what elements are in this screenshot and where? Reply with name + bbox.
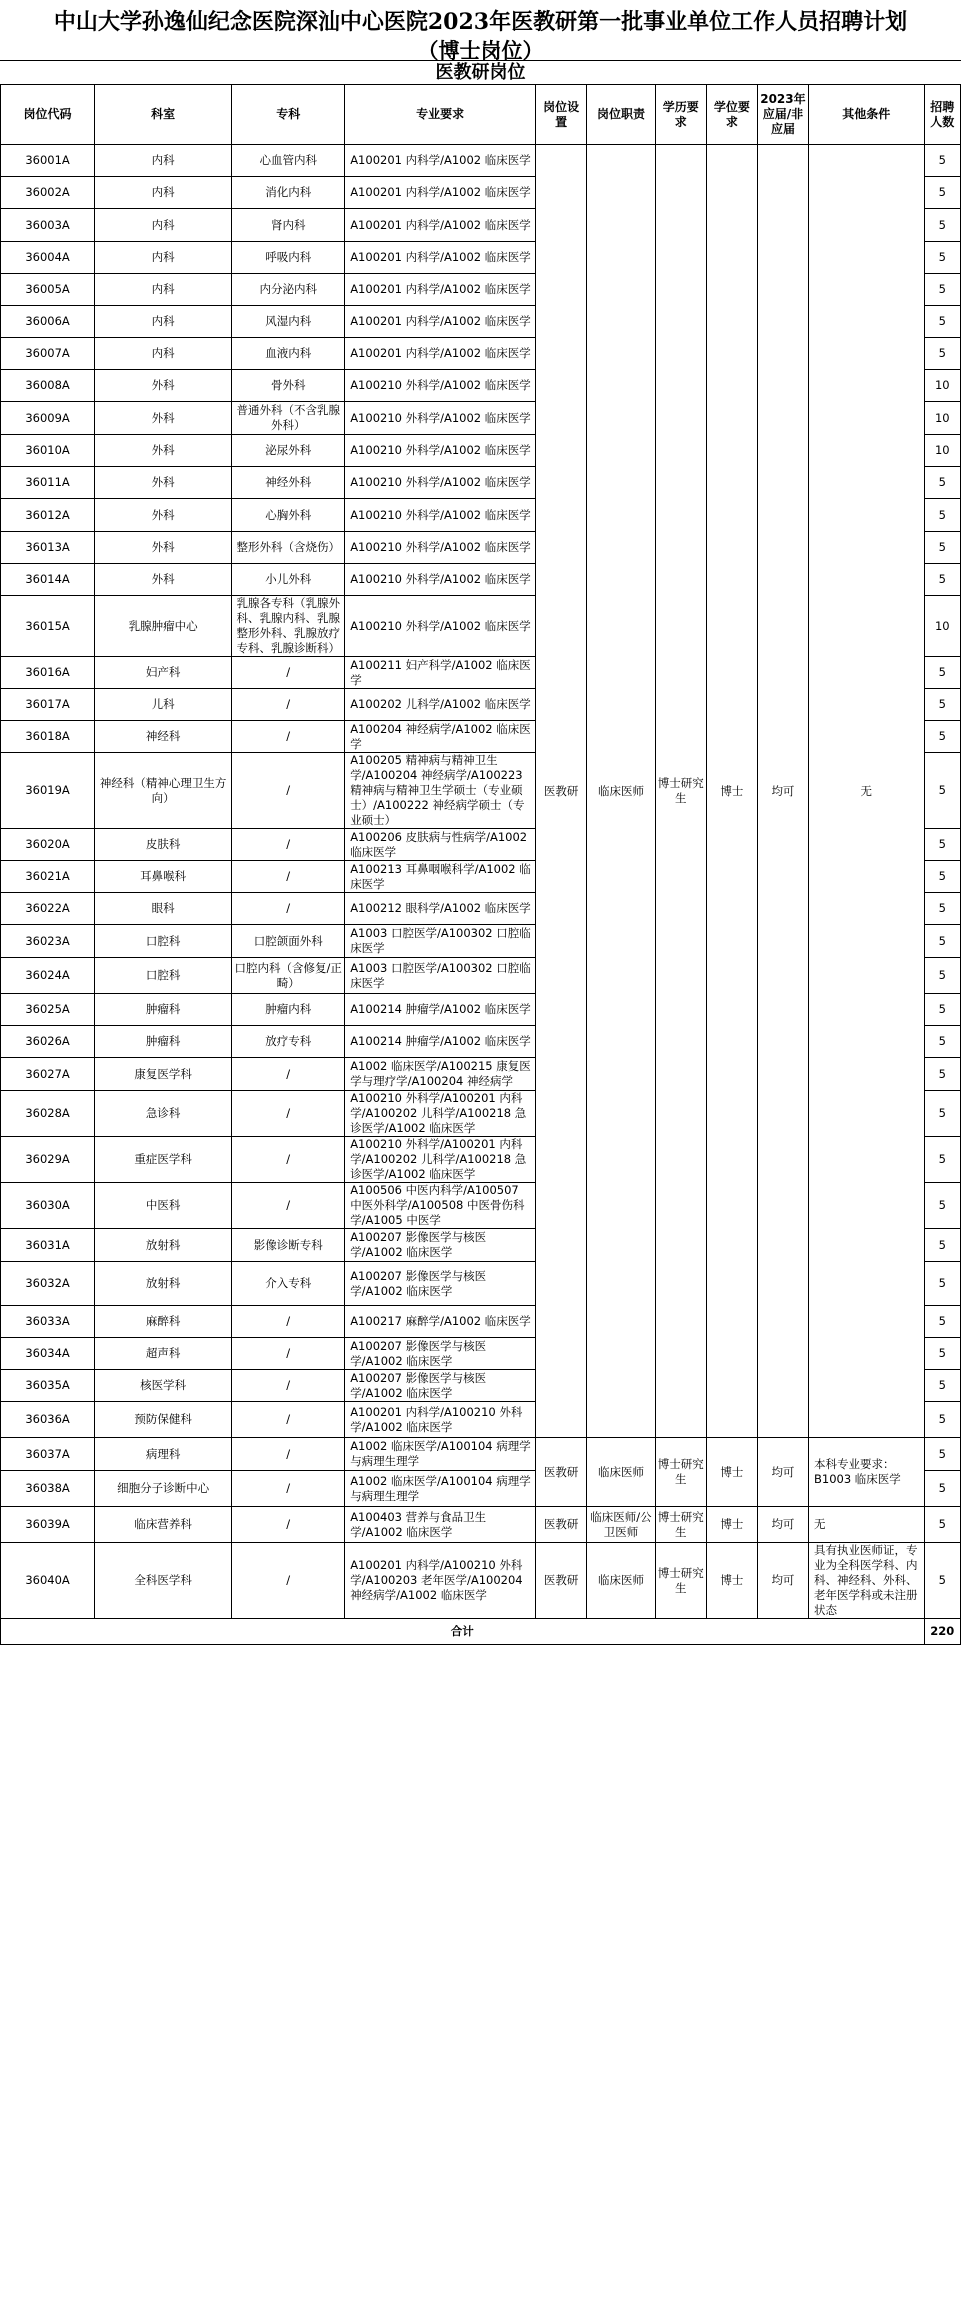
recruitment-table xyxy=(0,84,961,1645)
cell-count: 5 xyxy=(924,564,960,596)
cell-dept: 中医科 xyxy=(95,1183,232,1229)
cell-dept: 病理科 xyxy=(95,1438,232,1471)
cell-count: 5 xyxy=(924,689,960,721)
cell-fresh: 均可 xyxy=(757,1543,808,1619)
cell-dept: 内科 xyxy=(95,338,232,370)
cell-spec: 呼吸内科 xyxy=(232,242,345,274)
cell-spec: / xyxy=(232,1091,345,1137)
cell-spec: / xyxy=(232,1402,345,1438)
cell-code: 36025A xyxy=(1,994,95,1026)
cell-major: A100205 精神病与精神卫生学/A100204 神经病学/A100223 精神病与精神卫生学硕士（专业硕士）/A100222 神经病学硕士（专业硕士） xyxy=(345,753,536,829)
cell-spec: 泌尿外科 xyxy=(232,435,345,467)
cell-dept: 内科 xyxy=(95,209,232,242)
cell-count: 5 xyxy=(924,1507,960,1543)
cell-major: A100201 内科学/A100210 外科学/A100203 老年医学/A100204 神经病学/A1002 临床医学 xyxy=(345,1543,536,1619)
cell-setting: 医教研 xyxy=(536,1543,587,1619)
cell-dept: 妇产科 xyxy=(95,657,232,689)
cell-dept: 眼科 xyxy=(95,893,232,925)
cell-dept: 外科 xyxy=(95,370,232,402)
cell-dept: 外科 xyxy=(95,532,232,564)
cell-code: 36022A xyxy=(1,893,95,925)
cell-count: 5 xyxy=(924,994,960,1026)
cell-dept: 细胞分子诊断中心 xyxy=(95,1471,232,1507)
header-major: 专业要求 xyxy=(345,85,536,145)
table-row xyxy=(1,1543,961,1619)
cell-degree: 博士 xyxy=(706,1438,757,1507)
table-row xyxy=(1,145,961,177)
cell-major: A100214 肿瘤学/A1002 临床医学 xyxy=(345,994,536,1026)
cell-major: A100207 影像医学与核医学/A1002 临床医学 xyxy=(345,1338,536,1370)
cell-major: A100210 外科学/A1002 临床医学 xyxy=(345,370,536,402)
cell-degree: 博士 xyxy=(706,1507,757,1543)
cell-count: 5 xyxy=(924,1137,960,1183)
cell-code: 36006A xyxy=(1,306,95,338)
cell-count: 5 xyxy=(924,1262,960,1306)
cell-dept: 放射科 xyxy=(95,1229,232,1262)
cell-spec: 肾内科 xyxy=(232,209,345,242)
cell-major: A100210 外科学/A100201 内科学/A100202 儿科学/A100218 急诊医学/A1002 临床医学 xyxy=(345,1091,536,1137)
title-line1: 中山大学孙逸仙纪念医院深汕中心医院2023年医教研第一批事业单位工作人员招聘计划 xyxy=(53,9,908,35)
cell-spec: 整形外科（含烧伤） xyxy=(232,532,345,564)
cell-spec: / xyxy=(232,1137,345,1183)
cell-major: A100204 神经病学/A1002 临床医学 xyxy=(345,721,536,753)
cell-dept: 外科 xyxy=(95,435,232,467)
header-row xyxy=(1,85,961,145)
cell-major: A100210 外科学/A1002 临床医学 xyxy=(345,467,536,499)
cell-dept: 内科 xyxy=(95,306,232,338)
cell-degree: 博士 xyxy=(706,1543,757,1619)
cell-spec: 小儿外科 xyxy=(232,564,345,596)
cell-major: A100214 肿瘤学/A1002 临床医学 xyxy=(345,1026,536,1058)
cell-dept: 全科医学科 xyxy=(95,1543,232,1619)
cell-duty: 临床医师 xyxy=(587,1438,656,1507)
header-count: 招聘人数 xyxy=(924,85,960,145)
cell-spec: / xyxy=(232,689,345,721)
cell-spec: 内分泌内科 xyxy=(232,274,345,306)
cell-major: A100201 内科学/A1002 临床医学 xyxy=(345,338,536,370)
cell-major: A100201 内科学/A1002 临床医学 xyxy=(345,209,536,242)
total-row xyxy=(1,1619,961,1645)
cell-major: A1002 临床医学/A100104 病理学与病理生理学 xyxy=(345,1471,536,1507)
cell-spec: 肿瘤内科 xyxy=(232,994,345,1026)
section-subtitle: 医教研岗位 xyxy=(0,60,961,85)
cell-other: 本科专业要求：B1003 临床医学 xyxy=(808,1438,924,1507)
cell-code: 36039A xyxy=(1,1507,95,1543)
cell-dept: 急诊科 xyxy=(95,1091,232,1137)
cell-dept: 神经科（精神心理卫生方向） xyxy=(95,753,232,829)
cell-spec: 消化内科 xyxy=(232,177,345,209)
cell-count: 5 xyxy=(924,657,960,689)
total-label: 合计 xyxy=(1,1619,925,1645)
cell-dept: 肿瘤科 xyxy=(95,1026,232,1058)
cell-spec: / xyxy=(232,829,345,861)
cell-dept: 放射科 xyxy=(95,1262,232,1306)
cell-spec: / xyxy=(232,1543,345,1619)
cell-count: 5 xyxy=(924,958,960,994)
cell-major: A100506 中医内科学/A100507 中医外科学/A100508 中医骨伤科学/A1005 中医学 xyxy=(345,1183,536,1229)
cell-setting: 医教研 xyxy=(536,1438,587,1507)
cell-spec: 心血管内科 xyxy=(232,145,345,177)
cell-count: 5 xyxy=(924,177,960,209)
cell-dept: 肿瘤科 xyxy=(95,994,232,1026)
cell-major: A100211 妇产科学/A1002 临床医学 xyxy=(345,657,536,689)
cell-spec: / xyxy=(232,1507,345,1543)
header-fresh: 2023年应届/非应届 xyxy=(757,85,808,145)
cell-dept: 口腔科 xyxy=(95,958,232,994)
cell-dept: 外科 xyxy=(95,564,232,596)
cell-major: A100403 营养与食品卫生学/A1002 临床医学 xyxy=(345,1507,536,1543)
cell-spec: 风湿内科 xyxy=(232,306,345,338)
cell-code: 36035A xyxy=(1,1370,95,1402)
cell-major: A1003 口腔医学/A100302 口腔临床医学 xyxy=(345,958,536,994)
cell-dept: 内科 xyxy=(95,177,232,209)
cell-other: 具有执业医师证，专业为全科医学科、内科、神经科、外科、老年医学科或未注册状态 xyxy=(808,1543,924,1619)
cell-dept: 耳鼻喉科 xyxy=(95,861,232,893)
header-duty: 岗位职责 xyxy=(587,85,656,145)
cell-count: 5 xyxy=(924,467,960,499)
cell-fresh: 均可 xyxy=(757,1438,808,1507)
header-edu: 学历要求 xyxy=(655,85,706,145)
cell-code: 36009A xyxy=(1,402,95,435)
cell-code: 36026A xyxy=(1,1026,95,1058)
cell-code: 36024A xyxy=(1,958,95,994)
cell-count: 5 xyxy=(924,1091,960,1137)
cell-major: A100201 内科学/A1002 临床医学 xyxy=(345,274,536,306)
cell-spec: 影像诊断专科 xyxy=(232,1229,345,1262)
cell-spec: 放疗专科 xyxy=(232,1026,345,1058)
cell-edu: 博士研究生 xyxy=(655,1438,706,1507)
cell-count: 5 xyxy=(924,209,960,242)
cell-code: 36007A xyxy=(1,338,95,370)
cell-count: 5 xyxy=(924,274,960,306)
cell-major: A1002 临床医学/A100215 康复医学与理疗学/A100204 神经病学 xyxy=(345,1058,536,1091)
cell-major: A100201 内科学/A100210 外科学/A1002 临床医学 xyxy=(345,1402,536,1438)
table-row xyxy=(1,1507,961,1543)
cell-code: 36013A xyxy=(1,532,95,564)
cell-setting: 医教研 xyxy=(536,1507,587,1543)
cell-major: A100207 影像医学与核医学/A1002 临床医学 xyxy=(345,1262,536,1306)
header-degree: 学位要求 xyxy=(706,85,757,145)
cell-major: A100206 皮肤病与性病学/A1002 临床医学 xyxy=(345,829,536,861)
cell-spec: 普通外科（不含乳腺外科） xyxy=(232,402,345,435)
cell-spec: / xyxy=(232,753,345,829)
cell-code: 36036A xyxy=(1,1402,95,1438)
cell-code: 36017A xyxy=(1,689,95,721)
cell-code: 36027A xyxy=(1,1058,95,1091)
cell-code: 36003A xyxy=(1,209,95,242)
cell-count: 5 xyxy=(924,829,960,861)
cell-duty: 临床医师 xyxy=(587,145,656,1438)
cell-code: 36011A xyxy=(1,467,95,499)
header-spec: 专科 xyxy=(232,85,345,145)
cell-major: A100210 外科学/A1002 临床医学 xyxy=(345,402,536,435)
cell-code: 36023A xyxy=(1,925,95,958)
cell-code: 36021A xyxy=(1,861,95,893)
cell-dept: 外科 xyxy=(95,499,232,532)
cell-major: A100210 外科学/A1002 临床医学 xyxy=(345,435,536,467)
cell-dept: 超声科 xyxy=(95,1338,232,1370)
cell-code: 36016A xyxy=(1,657,95,689)
cell-count: 5 xyxy=(924,1338,960,1370)
cell-count: 5 xyxy=(924,1058,960,1091)
cell-major: A100212 眼科学/A1002 临床医学 xyxy=(345,893,536,925)
cell-dept: 口腔科 xyxy=(95,925,232,958)
cell-dept: 皮肤科 xyxy=(95,829,232,861)
cell-major: A1003 口腔医学/A100302 口腔临床医学 xyxy=(345,925,536,958)
cell-major: A100210 外科学/A1002 临床医学 xyxy=(345,596,536,657)
cell-count: 5 xyxy=(924,1026,960,1058)
cell-dept: 神经科 xyxy=(95,721,232,753)
cell-code: 36005A xyxy=(1,274,95,306)
cell-count: 5 xyxy=(924,532,960,564)
header-other: 其他条件 xyxy=(808,85,924,145)
cell-count: 5 xyxy=(924,1471,960,1507)
cell-code: 36002A xyxy=(1,177,95,209)
cell-spec: / xyxy=(232,1306,345,1338)
cell-code: 36004A xyxy=(1,242,95,274)
cell-dept: 预防保健科 xyxy=(95,1402,232,1438)
cell-count: 10 xyxy=(924,370,960,402)
cell-degree: 博士 xyxy=(706,145,757,1438)
cell-major: A100201 内科学/A1002 临床医学 xyxy=(345,306,536,338)
cell-code: 36033A xyxy=(1,1306,95,1338)
cell-count: 5 xyxy=(924,1229,960,1262)
cell-code: 36040A xyxy=(1,1543,95,1619)
cell-count: 5 xyxy=(924,1370,960,1402)
cell-major: A100201 内科学/A1002 临床医学 xyxy=(345,145,536,177)
cell-dept: 外科 xyxy=(95,402,232,435)
cell-code: 36037A xyxy=(1,1438,95,1471)
cell-code: 36014A xyxy=(1,564,95,596)
cell-spec: / xyxy=(232,1338,345,1370)
cell-dept: 内科 xyxy=(95,145,232,177)
cell-code: 36008A xyxy=(1,370,95,402)
cell-count: 10 xyxy=(924,435,960,467)
cell-count: 5 xyxy=(924,893,960,925)
cell-count: 5 xyxy=(924,499,960,532)
cell-code: 36038A xyxy=(1,1471,95,1507)
cell-code: 36028A xyxy=(1,1091,95,1137)
cell-dept: 乳腺肿瘤中心 xyxy=(95,596,232,657)
cell-count: 5 xyxy=(924,1183,960,1229)
cell-count: 5 xyxy=(924,338,960,370)
cell-edu: 博士研究生 xyxy=(655,1507,706,1543)
total-value: 220 xyxy=(924,1619,960,1645)
cell-other: 无 xyxy=(808,1507,924,1543)
cell-code: 36029A xyxy=(1,1137,95,1183)
cell-dept: 外科 xyxy=(95,467,232,499)
cell-spec: 介入专科 xyxy=(232,1262,345,1306)
cell-dept: 临床营养科 xyxy=(95,1507,232,1543)
cell-edu: 博士研究生 xyxy=(655,145,706,1438)
cell-spec: 血液内科 xyxy=(232,338,345,370)
header-code: 岗位代码 xyxy=(1,85,95,145)
cell-spec: 心胸外科 xyxy=(232,499,345,532)
cell-code: 36032A xyxy=(1,1262,95,1306)
cell-count: 5 xyxy=(924,1402,960,1438)
cell-code: 36018A xyxy=(1,721,95,753)
cell-spec: 乳腺各专科（乳腺外科、乳腺内科、乳腺整形外科、乳腺放疗专科、乳腺诊断科） xyxy=(232,596,345,657)
cell-major: A100217 麻醉学/A1002 临床医学 xyxy=(345,1306,536,1338)
cell-code: 36001A xyxy=(1,145,95,177)
cell-code: 36031A xyxy=(1,1229,95,1262)
cell-spec: / xyxy=(232,721,345,753)
cell-count: 5 xyxy=(924,1438,960,1471)
cell-count: 5 xyxy=(924,861,960,893)
cell-code: 36010A xyxy=(1,435,95,467)
cell-count: 5 xyxy=(924,242,960,274)
cell-count: 5 xyxy=(924,721,960,753)
cell-other: 无 xyxy=(808,145,924,1438)
cell-dept: 麻醉科 xyxy=(95,1306,232,1338)
cell-major: A100202 儿科学/A1002 临床医学 xyxy=(345,689,536,721)
cell-spec: 口腔内科（含修复/正畸） xyxy=(232,958,345,994)
cell-code: 36012A xyxy=(1,499,95,532)
cell-code: 36030A xyxy=(1,1183,95,1229)
cell-setting: 医教研 xyxy=(536,145,587,1438)
cell-spec: / xyxy=(232,1471,345,1507)
cell-count: 5 xyxy=(924,1543,960,1619)
cell-dept: 核医学科 xyxy=(95,1370,232,1402)
cell-spec: / xyxy=(232,861,345,893)
cell-dept: 重症医学科 xyxy=(95,1137,232,1183)
cell-dept: 康复医学科 xyxy=(95,1058,232,1091)
cell-spec: / xyxy=(232,1183,345,1229)
cell-major: A100210 外科学/A1002 临床医学 xyxy=(345,564,536,596)
cell-spec: / xyxy=(232,1370,345,1402)
cell-major: A100210 外科学/A1002 临床医学 xyxy=(345,499,536,532)
header-setting: 岗位设置 xyxy=(536,85,587,145)
cell-count: 5 xyxy=(924,1306,960,1338)
cell-major: A100210 外科学/A100201 内科学/A100202 儿科学/A100218 急诊医学/A1002 临床医学 xyxy=(345,1137,536,1183)
cell-count: 5 xyxy=(924,306,960,338)
cell-fresh: 均可 xyxy=(757,145,808,1438)
cell-dept: 内科 xyxy=(95,242,232,274)
cell-dept: 内科 xyxy=(95,274,232,306)
cell-count: 5 xyxy=(924,753,960,829)
cell-code: 36020A xyxy=(1,829,95,861)
cell-code: 36019A xyxy=(1,753,95,829)
cell-major: A100201 内科学/A1002 临床医学 xyxy=(345,177,536,209)
cell-spec: 神经外科 xyxy=(232,467,345,499)
cell-spec: / xyxy=(232,1058,345,1091)
header-dept: 科室 xyxy=(95,85,232,145)
cell-major: A100201 内科学/A1002 临床医学 xyxy=(345,242,536,274)
cell-spec: / xyxy=(232,657,345,689)
cell-spec: / xyxy=(232,1438,345,1471)
cell-duty: 临床医师/公卫医师 xyxy=(587,1507,656,1543)
cell-edu: 博士研究生 xyxy=(655,1543,706,1619)
cell-count: 5 xyxy=(924,145,960,177)
cell-code: 36015A xyxy=(1,596,95,657)
cell-major: A100207 影像医学与核医学/A1002 临床医学 xyxy=(345,1370,536,1402)
cell-major: A100207 影像医学与核医学/A1002 临床医学 xyxy=(345,1229,536,1262)
cell-spec: 骨外科 xyxy=(232,370,345,402)
title-line2: （博士岗位） xyxy=(417,38,544,63)
cell-fresh: 均可 xyxy=(757,1507,808,1543)
cell-count: 10 xyxy=(924,402,960,435)
cell-major: A100213 耳鼻咽喉科学/A1002 临床医学 xyxy=(345,861,536,893)
cell-major: A100210 外科学/A1002 临床医学 xyxy=(345,532,536,564)
cell-dept: 儿科 xyxy=(95,689,232,721)
cell-spec: 口腔颌面外科 xyxy=(232,925,345,958)
cell-code: 36034A xyxy=(1,1338,95,1370)
cell-count: 10 xyxy=(924,596,960,657)
cell-duty: 临床医师 xyxy=(587,1543,656,1619)
cell-count: 5 xyxy=(924,925,960,958)
cell-major: A1002 临床医学/A100104 病理学与病理生理学 xyxy=(345,1438,536,1471)
cell-spec: / xyxy=(232,893,345,925)
table-row xyxy=(1,1438,961,1471)
